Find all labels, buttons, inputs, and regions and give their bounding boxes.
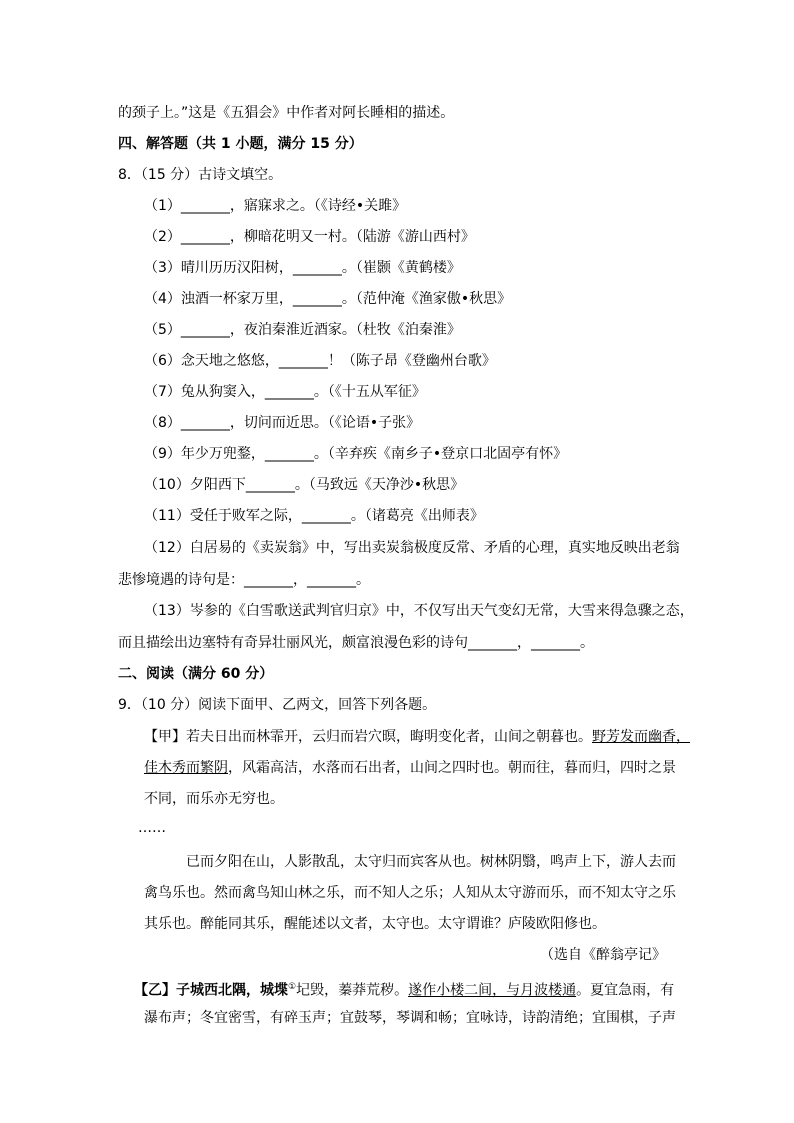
q8-item: （9）年少万兜鍪，_______。（辛弃疾《南乡子•登京口北固亭有怀》 bbox=[144, 446, 568, 462]
q8-item-continuation: 悲惨境遇的诗句是：_______，_______。 bbox=[118, 572, 370, 588]
q8-item: （13）岑参的《白雪歌送武判官归京》中，不仅写出天气变幻无常，大雪来得急骤之态， bbox=[144, 603, 694, 619]
q8-item: （10）夕阳西下_______。（马致远《天净沙•秋思》 bbox=[144, 477, 465, 493]
passage-jia-line: 禽鸟乐也。然而禽鸟知山林之乐，而不知人之乐；人知从太守游而乐，而不知太守之乐 bbox=[144, 885, 676, 901]
underlined-sentence: 遂作小楼二间，与月波楼通 bbox=[408, 982, 577, 999]
passage-source: （选自《醉翁亭记》 bbox=[540, 947, 666, 963]
passage-jia-line: 其乐也。醉能同其乐，醒能述以文者，太守也。太守谓谁？庐陵欧阳修也。 bbox=[144, 916, 606, 932]
passage-text: 【甲】若夫日出而林霏开，云归而岩穴暝，晦明变化者，山间之朝暮也。 bbox=[144, 729, 592, 745]
passage-text: 圮毁，蓁莽荒秽。 bbox=[296, 982, 409, 999]
ellipsis: …… bbox=[138, 820, 166, 836]
intro-tail: 的颈子上。”这是《五猖会》中作者对阿长睡相的描述。 bbox=[118, 105, 455, 121]
footnote-marker: ① bbox=[288, 982, 297, 992]
passage-text: ，风霜高洁，水落而石出者，山间之四时也。朝而往，暮而归，四时之景 bbox=[228, 760, 676, 776]
passage-jia-line: 不同，而乐亦无穷也。 bbox=[144, 791, 284, 807]
q8-item: （6）念天地之悠悠，_______！（陈子昂《登幽州台歌》 bbox=[144, 353, 496, 369]
q8-header: 8．（15 分）古诗文填空。 bbox=[118, 167, 283, 183]
passage-text: 。夏宜急雨，有 bbox=[576, 982, 675, 999]
underlined-sentence: 佳木秀而繁阴 bbox=[144, 760, 228, 776]
q8-item: （1）_______，寤寐求之。（《诗经•关雎》 bbox=[144, 198, 407, 214]
q8-item: （12）白居易的《卖炭翁》中，写出卖炭翁极度反常、矛盾的心理，真实地反映出老翁 bbox=[144, 540, 680, 556]
q8-item: （8）_______，切问而近思。（《论语•子张》 bbox=[144, 415, 421, 431]
section2-heading: 二、阅读（满分 60 分） bbox=[118, 666, 274, 682]
passage-jia-line bbox=[144, 758, 676, 778]
passage-jia-line bbox=[144, 727, 690, 747]
passage-text: 【乙】子城西北隅，城堞 bbox=[134, 982, 288, 999]
q8-item: （2）_______，柳暗花明又一村。（陆游《游山西村》 bbox=[144, 229, 475, 245]
q8-item: （7）兔从狗窦入，_______。（《十五从军征》 bbox=[144, 384, 426, 400]
passage-yi-line bbox=[134, 977, 674, 1001]
passage-yi-line: 瀑布声；冬宜密雪，有碎玉声；宜鼓琴，琴调和畅；宜咏诗，诗韵清绝；宜围棋，子声 bbox=[144, 1010, 676, 1026]
q9-header: 9．（10 分）阅读下面甲、乙两文，回答下列各题。 bbox=[118, 697, 437, 713]
passage-jia-line: 已而夕阳在山，人影散乱，太守归而宾客从也。树林阴翳，鸣声上下，游人去而 bbox=[186, 854, 676, 870]
q8-item: （4）浊酒一杯家万里，_______。（范仲淹《渔家傲•秋思》 bbox=[144, 291, 512, 307]
underlined-sentence: 野芳发而幽香， bbox=[592, 729, 690, 745]
section4-heading: 四、解答题（共 1 小题，满分 15 分） bbox=[118, 136, 363, 152]
q8-item: （3）晴川历历汉阳树，_______。（崔颢《黄鹤楼》 bbox=[144, 260, 461, 276]
q8-item: （11）受任于败军之际，_______。（诸葛亮《出师表》 bbox=[144, 508, 484, 524]
q8-item: （5）_______，夜泊秦淮近酒家。（杜牧《泊秦淮》 bbox=[144, 322, 461, 338]
q8-item-continuation: 而且描绘出边塞特有奇异壮丽风光，颇富浪漫色彩的诗句_______，_______。 bbox=[118, 635, 594, 651]
